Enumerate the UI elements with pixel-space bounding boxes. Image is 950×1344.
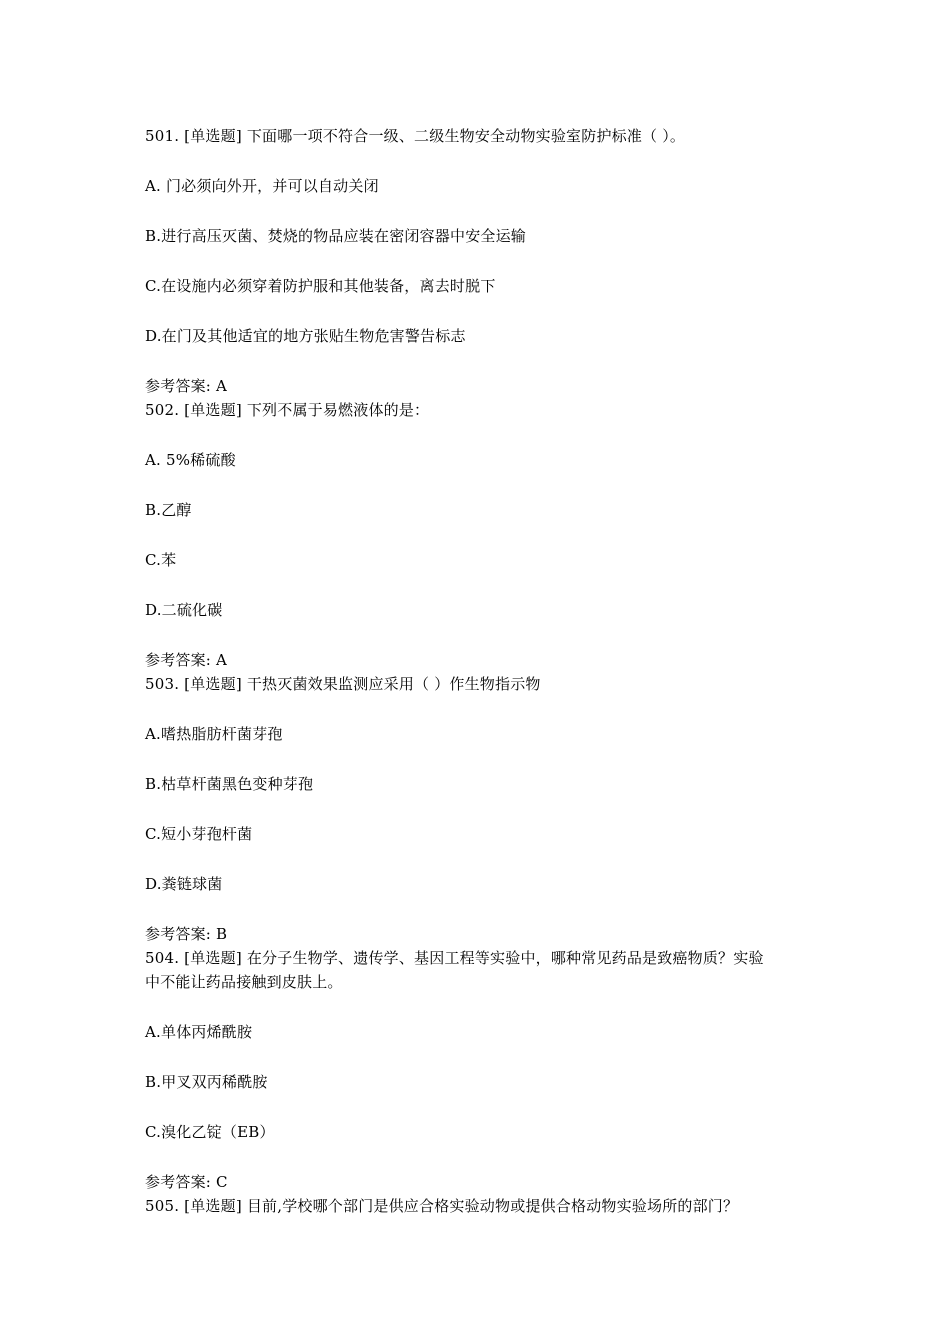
question-504-answer: 参考答案: C xyxy=(145,1173,228,1191)
question-503-stem: 503. [单选题] 干热灭菌效果监测应采用（ ）作生物指示物 xyxy=(145,675,541,693)
question-502-option-d: D.二硫化碳 xyxy=(145,601,223,619)
question-502-option-b: B.乙醇 xyxy=(145,501,192,519)
question-504-option-b: B.甲叉双丙稀酰胺 xyxy=(145,1073,268,1091)
question-503-option-a: A.嗜热脂肪杆菌芽孢 xyxy=(145,725,283,743)
question-501-option-d: D.在门及其他适宜的地方张贴生物危害警告标志 xyxy=(145,327,466,345)
question-503-option-d: D.粪链球菌 xyxy=(145,875,223,893)
question-501-option-c: C.在设施内必须穿着防护服和其他装备，离去时脱下 xyxy=(145,277,496,295)
question-503-option-b: B.枯草杆菌黑色变种芽孢 xyxy=(145,775,314,793)
question-502-option-c: C.苯 xyxy=(145,551,177,569)
question-503-answer: 参考答案: B xyxy=(145,925,228,943)
question-503-option-c: C.短小芽孢杆菌 xyxy=(145,825,253,843)
question-501-option-a: A. 门必须向外开，并可以自动关闭 xyxy=(145,177,379,195)
question-502-stem: 502. [单选题] 下列不属于易燃液体的是： xyxy=(145,401,430,419)
question-504-option-c: C.溴化乙锭（EB） xyxy=(145,1123,275,1141)
question-501-option-b: B.进行高压灭菌、焚烧的物品应装在密闭容器中安全运输 xyxy=(145,227,526,245)
question-502-option-a: A. 5%稀硫酸 xyxy=(145,451,236,469)
question-501-stem: 501. [单选题] 下面哪一项不符合一级、二级生物安全动物实验室防护标准（ ）。 xyxy=(145,127,686,145)
question-501-answer: 参考答案: A xyxy=(145,377,228,395)
question-504-stem-line-1: 504. [单选题] 在分子生物学、遗传学、基因工程等实验中，哪种常见药品是致癌物质？实验 xyxy=(145,949,764,967)
question-504-option-a: A.单体丙烯酰胺 xyxy=(145,1023,253,1041)
question-504-stem-line-2: 中不能让药品接触到皮肤上。 xyxy=(145,973,343,991)
question-505-stem: 505. [单选题] 目前,学校哪个部门是供应合格实验动物或提供合格动物实验场所的部门？ xyxy=(145,1197,739,1215)
question-502-answer: 参考答案: A xyxy=(145,651,228,669)
